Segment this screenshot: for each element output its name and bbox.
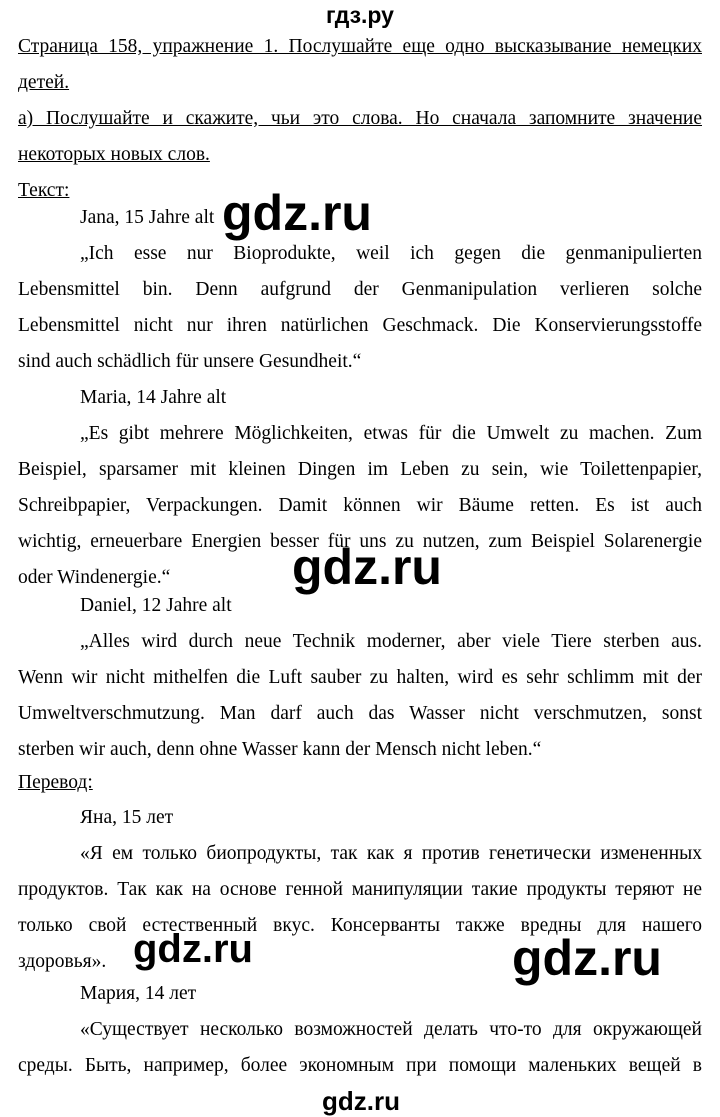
watermark-logo: gdz.ru (292, 539, 442, 595)
translation-label-block (18, 765, 702, 801)
speech-line: «Я ем только биопродукты, так как я против генетически измененных (80, 843, 702, 864)
task-heading (18, 29, 702, 209)
speech-line: wichtig, erneuerbare Energien besser für uns zu nutzen, zum Beispiel Solarenergie (18, 531, 702, 552)
speech-line: Umweltverschmutzung. Man darf auch das Wasser nicht verschmutzen, sonst (18, 703, 702, 724)
speaker-name: Яна, 15 лет (80, 807, 174, 828)
task-sub-line-2: некоторых новых слов. (18, 144, 210, 165)
speaker-name: Мария, 14 лет (80, 983, 197, 1004)
speech-line: sind auch schädlich für unsere Gesundheit.“ (18, 351, 362, 372)
speaker-daniel-de (18, 588, 702, 768)
speaker-mariya-ru (18, 976, 702, 1084)
watermark-logo: gdz.ru (133, 927, 253, 971)
translation-section-label: Перевод: (18, 772, 93, 793)
site-header: гдз.ру (326, 2, 394, 28)
speech-line: „Es gibt mehrere Möglichkeiten, etwas für die Umwelt zu machen. Zum (80, 423, 702, 444)
speech-line: продуктов. Так как на основе генной манипуляции такие продукты теряют не (18, 879, 702, 900)
speech-line: среды. Быть, например, более экономным при помощи маленьких вещей в (18, 1055, 702, 1076)
speech-line: Beispiel, sparsamer mit kleinen Dingen im Leben zu sein, wie Toilettenpapier, (18, 459, 702, 480)
task-title-line-2: детей. (18, 72, 70, 93)
speech-line: «Существует несколько возможностей делать что-то для окружающей (80, 1019, 702, 1040)
speech-line: sterben wir auch, denn ohne Wasser kann der Mensch nicht leben.“ (18, 739, 542, 760)
speech-line: Lebensmittel nicht nur ihren natürlichen Geschmack. Die Konservierungsstoffe (18, 315, 702, 336)
speech-line: „Alles wird durch neue Technik moderner, aber viele Tiere sterben aus. (80, 631, 702, 652)
speech-line: только свой естественный вкус. Консерванты также вредны для нашего (18, 915, 702, 936)
speech-line: „Ich esse nur Bioprodukte, weil ich gegen die genmanipulierten (80, 243, 702, 264)
text-section-label: Текст: (18, 180, 70, 201)
task-sub-line-1: a) Послушайте и скажите, чьи это слова. Но сначала запомните значение (18, 108, 702, 129)
speaker-name: Maria, 14 Jahre alt (80, 387, 227, 408)
speaker-name: Jana, 15 Jahre alt (80, 207, 215, 228)
watermark-logo: gdz.ru (222, 185, 372, 241)
task-title-line-1: Страница 158, упражнение 1. Послушайте еще одно высказывание немецких (18, 36, 702, 57)
speaker-name: Daniel, 12 Jahre alt (80, 595, 232, 616)
speech-line: Wenn wir nicht mithelfen die Luft sauber zu halten, wird es sehr schlimm mit der (18, 667, 702, 688)
speech-line: Schreibpapier, Verpackungen. Damit können wir Bäume retten. Es ist auch (18, 495, 702, 516)
speech-line: здоровья». (18, 951, 107, 972)
watermark-logo: gdz.ru (512, 930, 662, 986)
footer-logo: gdz.ru (322, 1086, 400, 1116)
speech-line: oder Windenergie.“ (18, 567, 171, 588)
speech-line: Lebensmittel bin. Denn aufgrund der Genmanipulation verlieren solche (18, 279, 702, 300)
